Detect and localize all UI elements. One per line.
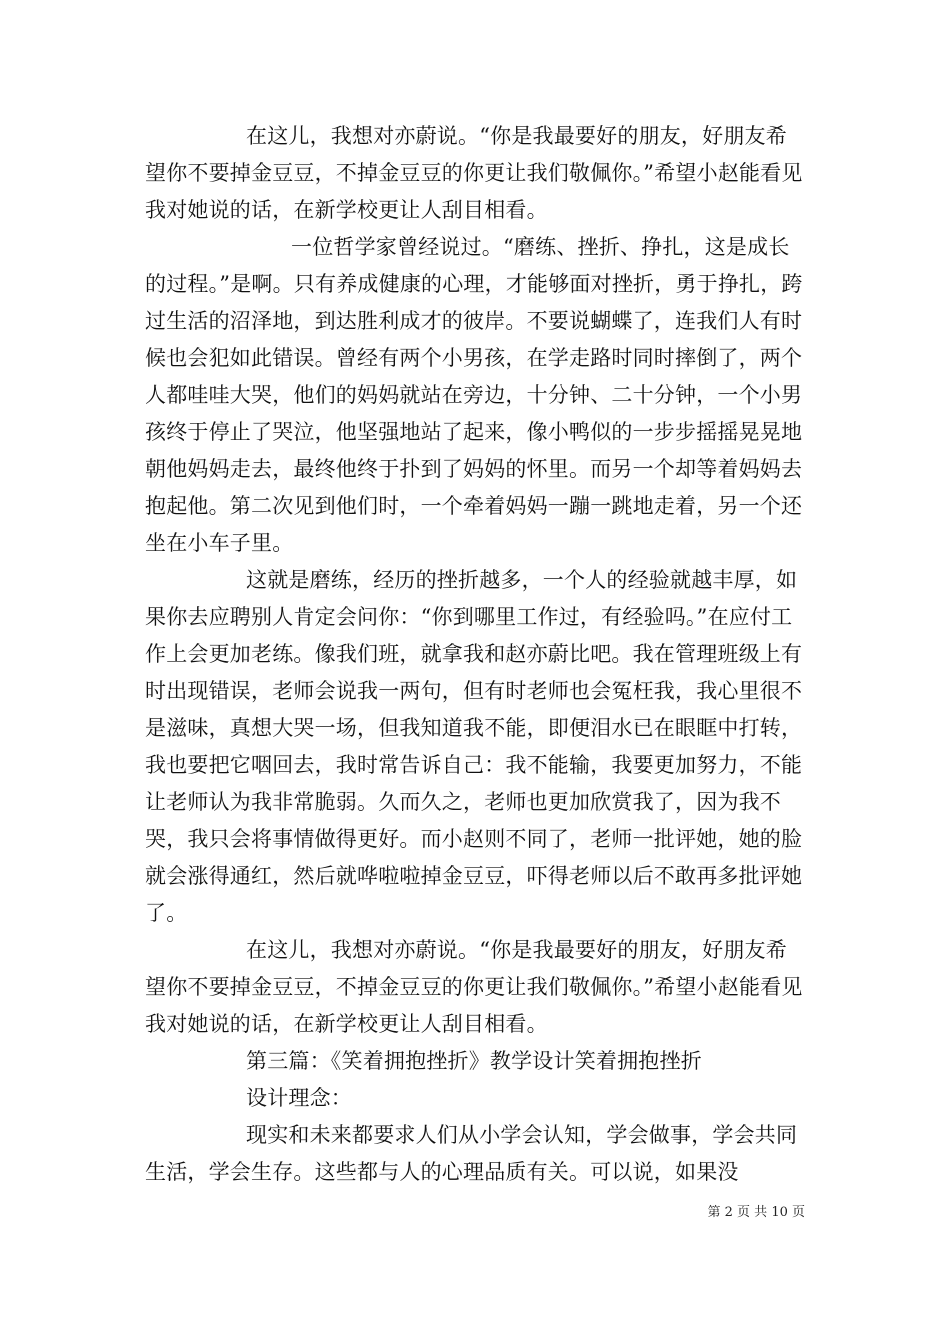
design-concept-label: 设计理念： xyxy=(246,1086,352,1110)
page-footer: 第 2 页 共 10 页 xyxy=(707,1205,805,1220)
paragraph-7: 现实和未来都要求人们从小学会认知，学会做事，学会共同生活，学会生存。这些都与人的心理品质有关。可以说，如果没 xyxy=(145,1123,798,1184)
paragraph-3: 这就是磨练，经历的挫折越多，一个人的经验就越丰厚，如果你去应聘别人肯定会问你：“你到哪里工作过，有经验吗。”在应付工作上会更加老练。像我们班，就拿我和赵亦蔚比吧。我在管理班级上有时出现错误，老师会说我一两句，但有时老师也会冤枉我，我心里很不是滋味，真想大哭一场，但我知道我不能，即便泪水已在眼眶中打转，我也要把它咽回去，我时常告诉自己：我不能输，我要更加努力，不能让老师认为我非常脆弱。久而久之，老师也更加欣赏我了，因为我不哭，我只会将事情做得更好。而小赵则不同了，老师一批评她，她的脸就会涨得通红，然后就哗啦啦掉金豆豆，吓得老师以后不敢再多批评她了。 xyxy=(145,568,803,925)
paragraph-4: 在这儿，我想对亦蔚说。“你是我最要好的朋友，好朋友希望你不要掉金豆豆，不掉金豆豆的你更让我们敬佩你。”希望小赵能看见我对她说的话，在新学校更让人刮目相看。 xyxy=(145,938,803,1036)
paragraph-1: 在这儿，我想对亦蔚说。“你是我最要好的朋友，好朋友希望你不要掉金豆豆，不掉金豆豆的你更让我们敬佩你。”希望小赵能看见我对她说的话，在新学校更让人刮目相看。 xyxy=(145,124,803,222)
paragraph-2: 一位哲学家曾经说过。“磨练、挫折、挣扎，这是成长的过程。”是啊。只有养成健康的心理，才能够面对挫折，勇于挣扎，跨过生活的沼泽地，到达胜利成才的彼岸。不要说蝴蝶了，连我们人有时候也会犯如此错误。曾经有两个小男孩，在学走路时同时摔倒了，两个人都哇哇大哭，他们的妈妈就站在旁边，十分钟、二十分钟，一个小男孩终于停止了哭泣，他坚强地站了起来，像小鸭似的一步步摇摇晃晃地朝他妈妈走去，最终他终于扑到了妈妈的怀里。而另一个却等着妈妈去抱起他。第二次见到他们时，一个牵着妈妈一蹦一跳地走着，另一个还坐在小车子里。 xyxy=(145,235,803,555)
document-body xyxy=(145,118,805,1191)
section-heading: 第三篇：《笑着拥抱挫折》教学设计笑着拥抱挫折 xyxy=(246,1049,702,1073)
